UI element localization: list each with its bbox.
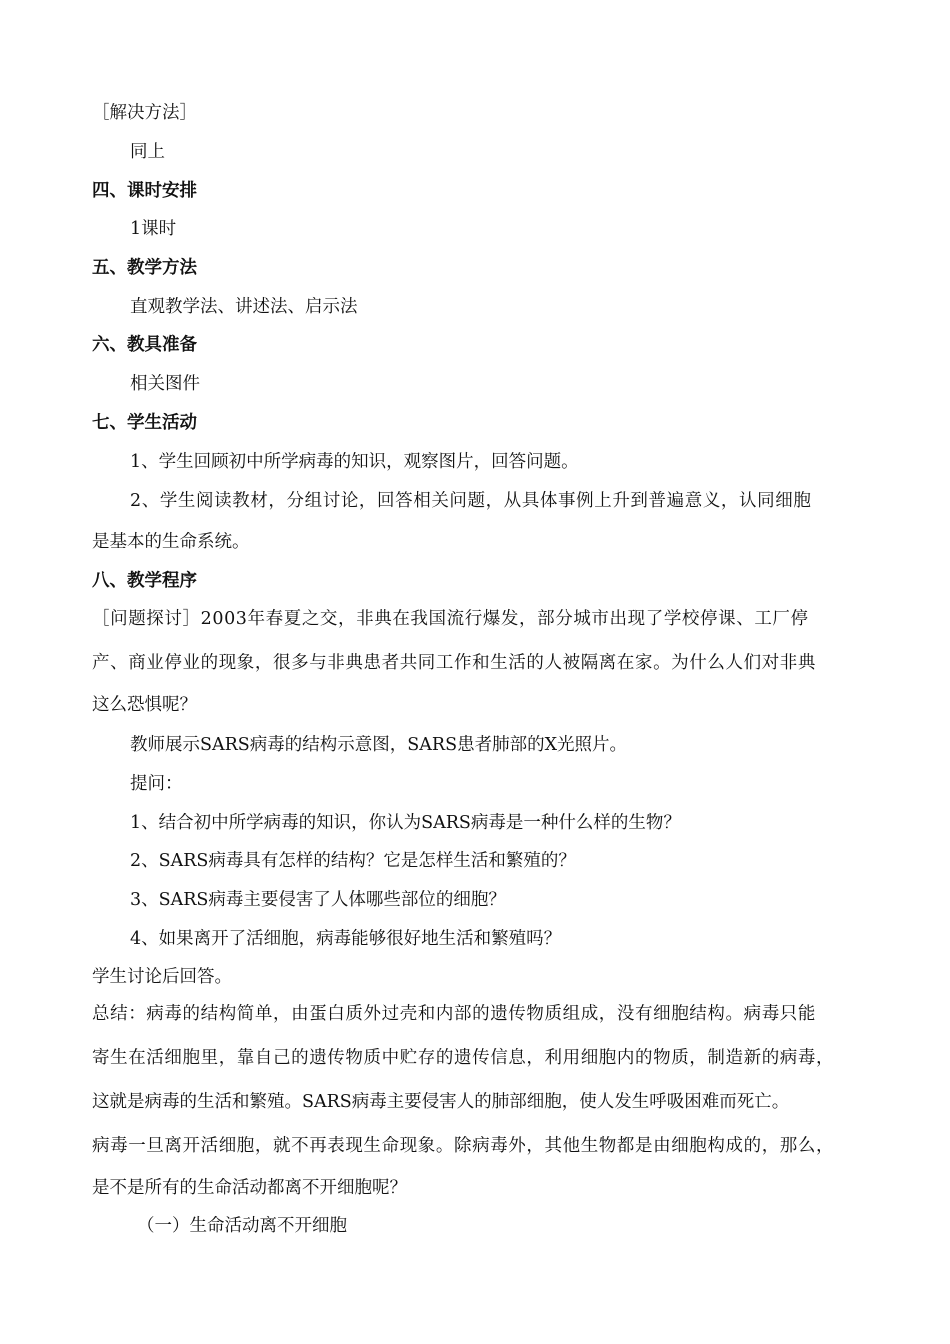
teacher-demonstration-paragraph: 教师展示SARS病毒的结构示意图，SARS患者肺部的X光照片。 [130, 735, 628, 755]
paragraph-activity-1: 1、学生回顾初中所学病毒的知识，观察图片，回答问题。 [130, 452, 579, 472]
problem-discussion-line-3: 这么恐惧呢？ [92, 695, 197, 715]
questions-label: 提问： [130, 774, 183, 794]
paragraph-teaching-methods: 直观教学法、讲述法、启示法 [130, 297, 358, 317]
heading-teaching-methods: 五、教学方法 [92, 258, 197, 278]
subsection-heading-1: （一）生命活动离不开细胞 [137, 1216, 347, 1236]
summary-line-1: 总结：病毒的结构简单，由蛋白质外过壳和内部的遗传物质组成，没有细胞结构。病毒只能 [92, 1004, 816, 1024]
summary-line-3: 这就是病毒的生活和繁殖。SARS病毒主要侵害人的肺部细胞，使人发生呼吸困难而死亡。 [92, 1092, 790, 1112]
summary-line-4: 病毒一旦离开活细胞，就不再表现生命现象。除病毒外，其他生物都是由细胞构成的，那么， [92, 1136, 835, 1156]
problem-discussion-line-2: 产、商业停业的现象，很多与非典患者共同工作和生活的人被隔离在家。为什么人们对非典 [92, 653, 816, 673]
question-3: 3、SARS病毒主要侵害了人体哪些部位的细胞？ [130, 890, 506, 910]
question-1: 1、结合初中所学病毒的知识，你认为SARS病毒是一种什么样的生物？ [130, 813, 681, 833]
summary-line-2: 寄生在活细胞里，靠自己的遗传物质中贮存的遗传信息，利用细胞内的物质，制造新的病毒， [92, 1048, 835, 1068]
paragraph-teaching-aids: 相关图件 [130, 374, 200, 394]
paragraph-class-hours: 1课时 [130, 219, 177, 239]
heading-teaching-aids: 六、教具准备 [92, 335, 197, 355]
solution-method-label: ［解决方法］ [92, 103, 197, 123]
paragraph-activity-2-line-2: 是基本的生命系统。 [92, 532, 250, 552]
heading-teaching-procedure: 八、教学程序 [92, 571, 197, 591]
paragraph-same-as-above: 同上 [130, 142, 165, 162]
heading-class-hours: 四、课时安排 [92, 181, 197, 201]
student-answer-paragraph: 学生讨论后回答。 [92, 967, 232, 987]
summary-line-5: 是不是所有的生命活动都离不开细胞呢？ [92, 1178, 407, 1198]
paragraph-activity-2-line-1: 2、学生阅读教材，分组讨论，回答相关问题，从具体事例上升到普遍意义，认同细胞 [130, 491, 812, 511]
heading-student-activities: 七、学生活动 [92, 413, 197, 433]
question-2: 2、SARS病毒具有怎样的结构？它是怎样生活和繁殖的？ [130, 851, 576, 871]
question-4: 4、如果离开了活细胞，病毒能够很好地生活和繁殖吗？ [130, 929, 562, 949]
problem-discussion-line-1: ［问题探讨］2003年春夏之交，非典在我国流行爆发，部分城市出现了学校停课、工厂停 [92, 609, 809, 629]
